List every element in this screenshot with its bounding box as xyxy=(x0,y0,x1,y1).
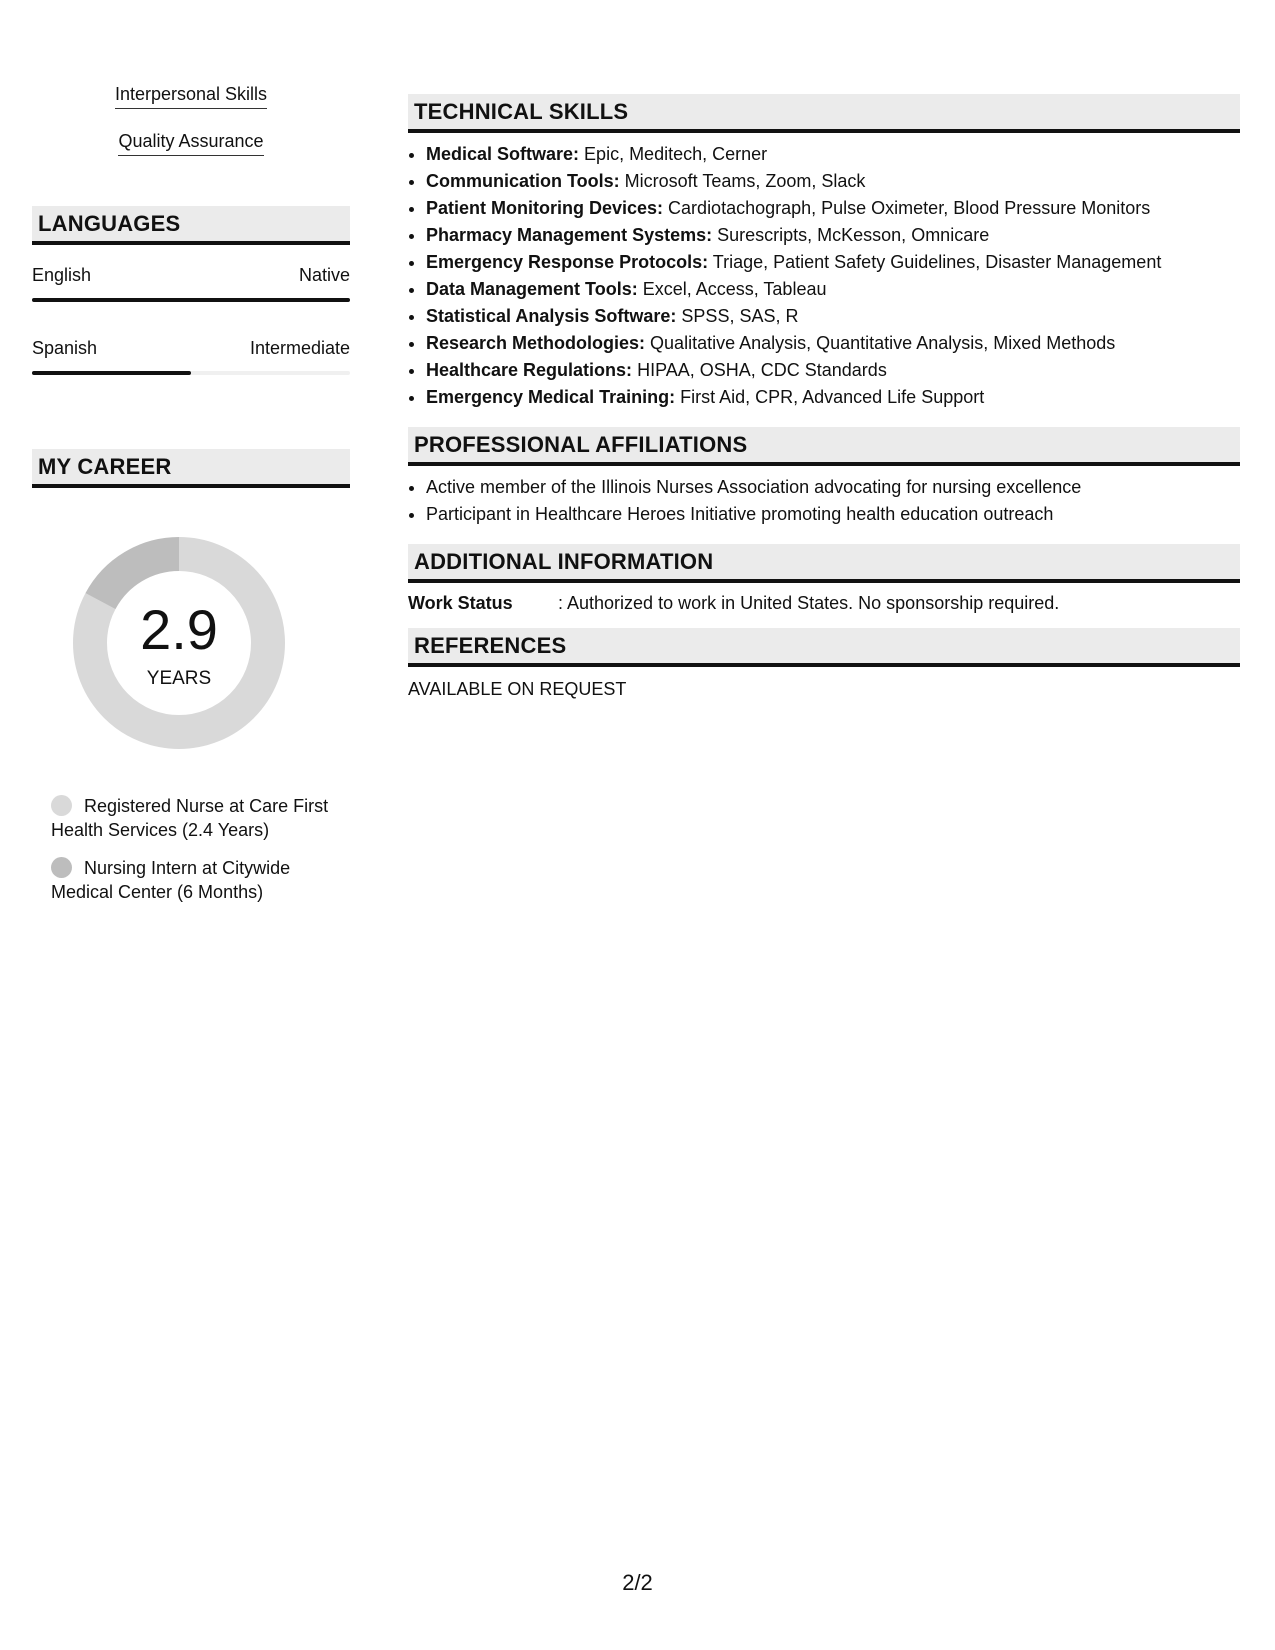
references-text: AVAILABLE ON REQUEST xyxy=(408,679,627,699)
work-status-label: Work Status xyxy=(408,593,513,613)
legend-label: Registered Nurse at Care First Health Services (2.4 Years) xyxy=(51,796,329,840)
list-item: • Statistical Analysis Software: SPSS, SAS, R xyxy=(426,303,1240,330)
additional-info-heading: ADDITIONAL INFORMATION xyxy=(408,544,1240,583)
work-status-value: : Authorized to work in United States. No sponsorship required. xyxy=(558,593,1060,613)
list-item: • Communication Tools: Microsoft Teams, Zoom, Slack xyxy=(426,168,1240,195)
career-total-value: 2.9 xyxy=(140,598,218,661)
languages-heading: LANGUAGES xyxy=(32,206,350,245)
list-item: • Patient Monitoring Devices: Cardiotachograph, Pulse Oximeter, Blood Pressure Monitors xyxy=(426,195,1240,222)
language-level: Intermediate xyxy=(249,338,350,358)
affiliations-list xyxy=(408,474,1240,528)
language-item xyxy=(32,338,350,375)
language-name: Spanish xyxy=(32,338,98,358)
language-level: Native xyxy=(298,265,350,285)
list-item: • Pharmacy Management Systems: Surescripts, McKesson, Omnicare xyxy=(426,222,1240,249)
language-proficiency-fill xyxy=(32,298,350,302)
list-item: • Emergency Medical Training: First Aid, CPR, Advanced Life Support xyxy=(426,384,1240,411)
legend-dot-icon xyxy=(51,857,72,878)
work-status-row xyxy=(408,593,1240,614)
language-proficiency-fill xyxy=(32,371,191,375)
list-item: • Participant in Healthcare Heroes Initiative promoting health education outreach xyxy=(426,501,1240,528)
right-column xyxy=(408,94,1240,700)
technical-skills-heading: TECHNICAL SKILLS xyxy=(408,94,1240,133)
legend-item xyxy=(51,856,341,904)
skill-tag: Interpersonal Skills xyxy=(32,84,350,109)
legend-dot-icon xyxy=(51,795,72,816)
legend-label: Nursing Intern at Citywide Medical Center (6 Months) xyxy=(51,858,291,902)
language-item xyxy=(32,265,350,302)
language-name: English xyxy=(32,265,92,285)
language-proficiency-bar xyxy=(32,371,350,375)
career-legend xyxy=(51,794,341,904)
page-number: 2/2 xyxy=(622,1570,653,1595)
language-proficiency-bar xyxy=(32,298,350,302)
technical-skills-list xyxy=(408,141,1240,411)
list-item: • Healthcare Regulations: HIPAA, OSHA, CDC Standards xyxy=(426,357,1240,384)
list-item: • Medical Software: Epic, Meditech, Cerner xyxy=(426,141,1240,168)
career-total-unit: YEARS xyxy=(146,668,212,689)
skill-tag: Quality Assurance xyxy=(32,131,350,156)
list-item: • Research Methodologies: Qualitative Analysis, Quantitative Analysis, Mixed Methods xyxy=(426,330,1240,357)
legend-item xyxy=(51,794,341,842)
career-heading: MY CAREER xyxy=(32,449,350,488)
left-column xyxy=(32,84,350,918)
list-item: • Active member of the Illinois Nurses Association advocating for nursing excellence xyxy=(426,474,1240,501)
references-heading: REFERENCES xyxy=(408,628,1240,667)
list-item: • Emergency Response Protocols: Triage, Patient Safety Guidelines, Disaster Management xyxy=(426,249,1240,276)
list-item: • Data Management Tools: Excel, Access, Tableau xyxy=(426,276,1240,303)
affiliations-heading: PROFESSIONAL AFFILIATIONS xyxy=(408,427,1240,466)
career-donut-chart xyxy=(66,530,292,756)
